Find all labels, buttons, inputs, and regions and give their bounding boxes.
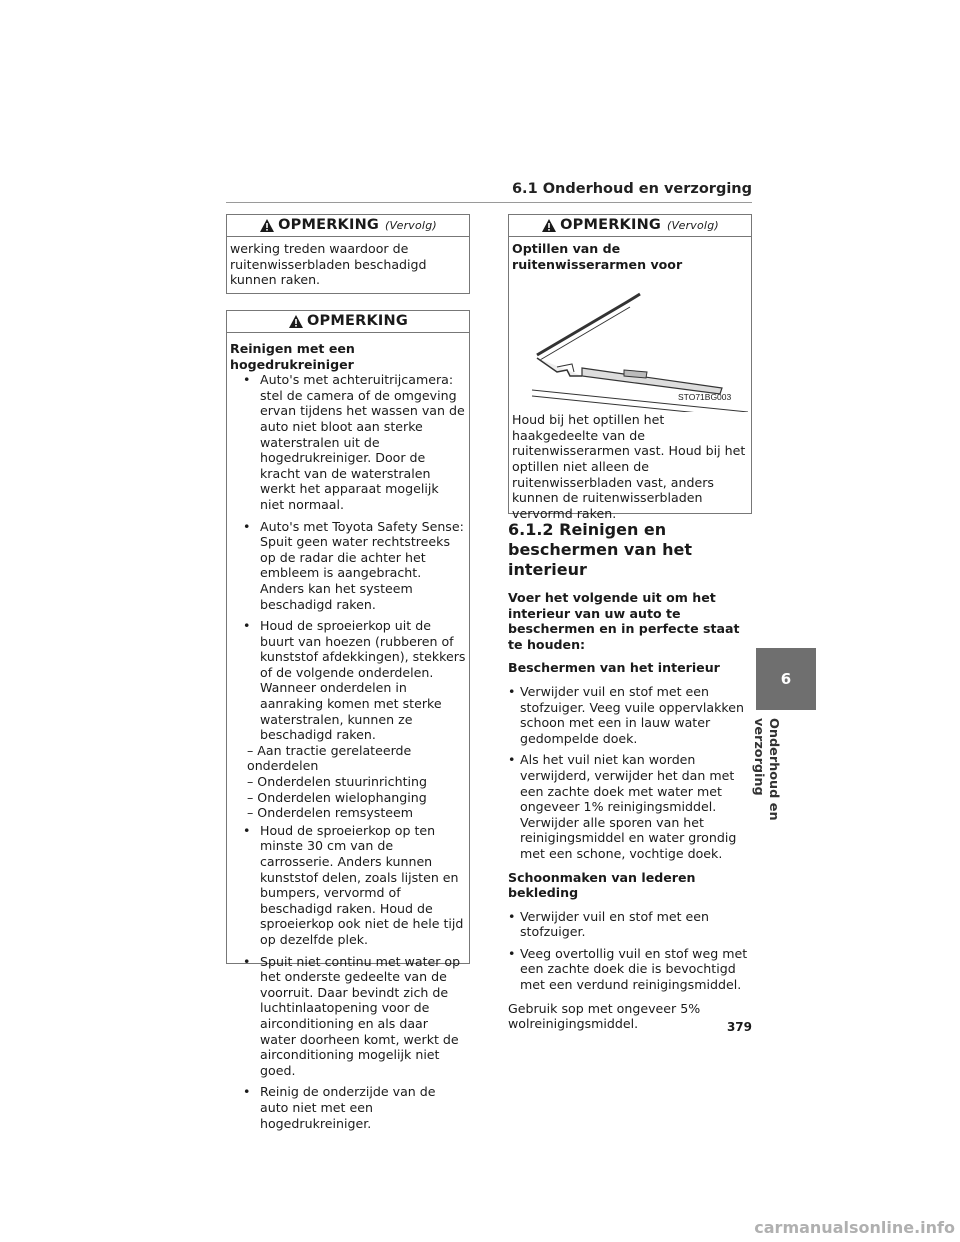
notice-title: OPMERKING (Vervolg)	[227, 215, 469, 237]
notice-body	[509, 237, 751, 527]
protect-list	[508, 684, 750, 862]
notice-box-pressure-washer	[226, 310, 470, 1131]
notice-box-continued	[226, 214, 470, 294]
sub-list-item: – Onderdelen wielophanging	[247, 789, 427, 805]
section-header: 6.1 Onderhoud en verzorging	[226, 180, 752, 203]
notice-list	[230, 372, 466, 1131]
notice-box-wiper-arms	[508, 214, 752, 521]
notice-title: OPMERKING (Vervolg)	[509, 215, 751, 237]
sub-list	[247, 743, 466, 821]
chapter-tab: 6	[756, 648, 816, 710]
warning-icon	[541, 218, 557, 233]
section-title: 6.1.2 Reinigen en beschermen van het interieur	[508, 520, 693, 579]
watermark: carmanualsonline.info	[754, 1218, 955, 1237]
chapter-side-label: Onderhoud en verzorging	[751, 718, 781, 821]
wiper-illustration	[512, 272, 748, 412]
subheading-leather: Schoonmaken van lederen bekleding	[508, 869, 696, 901]
section-intro: Voer het volgende uit om het interieur van uw auto te beschermen en in perfecte staat te houden:	[508, 590, 740, 652]
notice-heading: Reinigen met een hogedrukreiniger	[230, 341, 355, 372]
notice-body	[227, 333, 469, 1143]
list-item: • Verwijder vuil en stof met een stofzuiger.	[508, 909, 750, 940]
notice-body: werking treden waardoor de ruitenwisserbladen beschadigd kunnen raken.	[230, 241, 427, 288]
notice-text: Houd bij het optillen het haakgedeelte van de ruitenwisserarmen vast. Houd bij het optillen niet alleen de ruitenwisserbladen vast, anders kunnen de ruitenwisserbladen vervormd raken.	[512, 412, 746, 521]
image-code: STO71BG003	[678, 392, 732, 403]
list-item: • Auto's met Toyota Safety Sense: Spuit geen water rechtstreeks op de radar die achter het embleem is aangebracht. Anders kan het systeem beschadigd raken.	[230, 519, 466, 613]
list-item: • Veeg overtollig vuil en stof weg met een zachte doek die is bevochtigd met een verdund reinigingsmiddel.	[508, 946, 750, 993]
list-item: • Als het vuil niet kan worden verwijderd, verwijder het dan met een zachte doek met water met ongeveer 1% reinigingsmiddel. Verwijder alle sporen van het reinigingsmiddel en water grondig met een schone, vochtige doek.	[508, 752, 750, 861]
list-item: • Verwijder vuil en stof met een stofzuiger. Veeg vuile oppervlakken schoon met een in lauw water gedompelde doek.	[508, 684, 750, 746]
notice-title: OPMERKING	[227, 311, 469, 333]
subheading-protect: Beschermen van het interieur	[508, 660, 720, 676]
notice-heading: Optillen van de ruitenwisserarmen voor	[512, 241, 683, 272]
warning-icon	[259, 218, 275, 233]
warning-icon	[288, 314, 304, 329]
list-item: • Spuit niet continu met water op het onderste gedeelte van de voorruit. Daar bevindt zich de luchtinlaatopening voor de airconditioning en als daar water doorheen komt, werkt de airconditioning mogelijk niet goed.	[230, 954, 466, 1079]
list-item: • Houd de sproeierkop op ten minste 30 cm van de carrosserie. Anders kunnen kunststof delen, zoals lijsten en bumpers, vervormd of beschadigd raken. Houd de sproeierkop ook niet de hele tijd op dezelfde plek.	[230, 823, 466, 948]
section-outro: Gebruik sop met ongeveer 5% wolreinigingsmiddel.	[508, 1000, 701, 1032]
list-item: • Houd de sproeierkop uit de buurt van hoezen (rubberen of kunststof afdekkingen), stekkers of de volgende onderdelen. Wanneer onderdelen in aanraking komen met sterke waterstralen, kunnen ze beschadigd raken. – Aan tractie gerelateerde onderdelen – Onderdelen stuurinrichting – Onderdelen wielophanging – Onderdelen remsysteem	[230, 618, 466, 821]
list-item: • Reinig de onderzijde van de auto niet met een hogedrukreiniger.	[230, 1084, 466, 1131]
leather-list	[508, 909, 750, 993]
sub-list-item: – Onderdelen stuurinrichting	[247, 774, 427, 790]
sub-list-item: – Aan tractie gerelateerde onderdelen	[247, 742, 412, 774]
section-content	[508, 520, 750, 1040]
list-item: • Auto's met achteruitrijcamera: stel de camera of de omgeving ervan tijdens het wassen van de auto niet bloot aan sterke waterstralen uit de hogedrukreiniger. Door de kracht van de waterstralen werkt het apparaat mogelijk niet normaal.	[230, 372, 466, 512]
page-number: 379	[726, 1020, 752, 1034]
sub-list-item: – Onderdelen remsysteem	[247, 805, 414, 821]
